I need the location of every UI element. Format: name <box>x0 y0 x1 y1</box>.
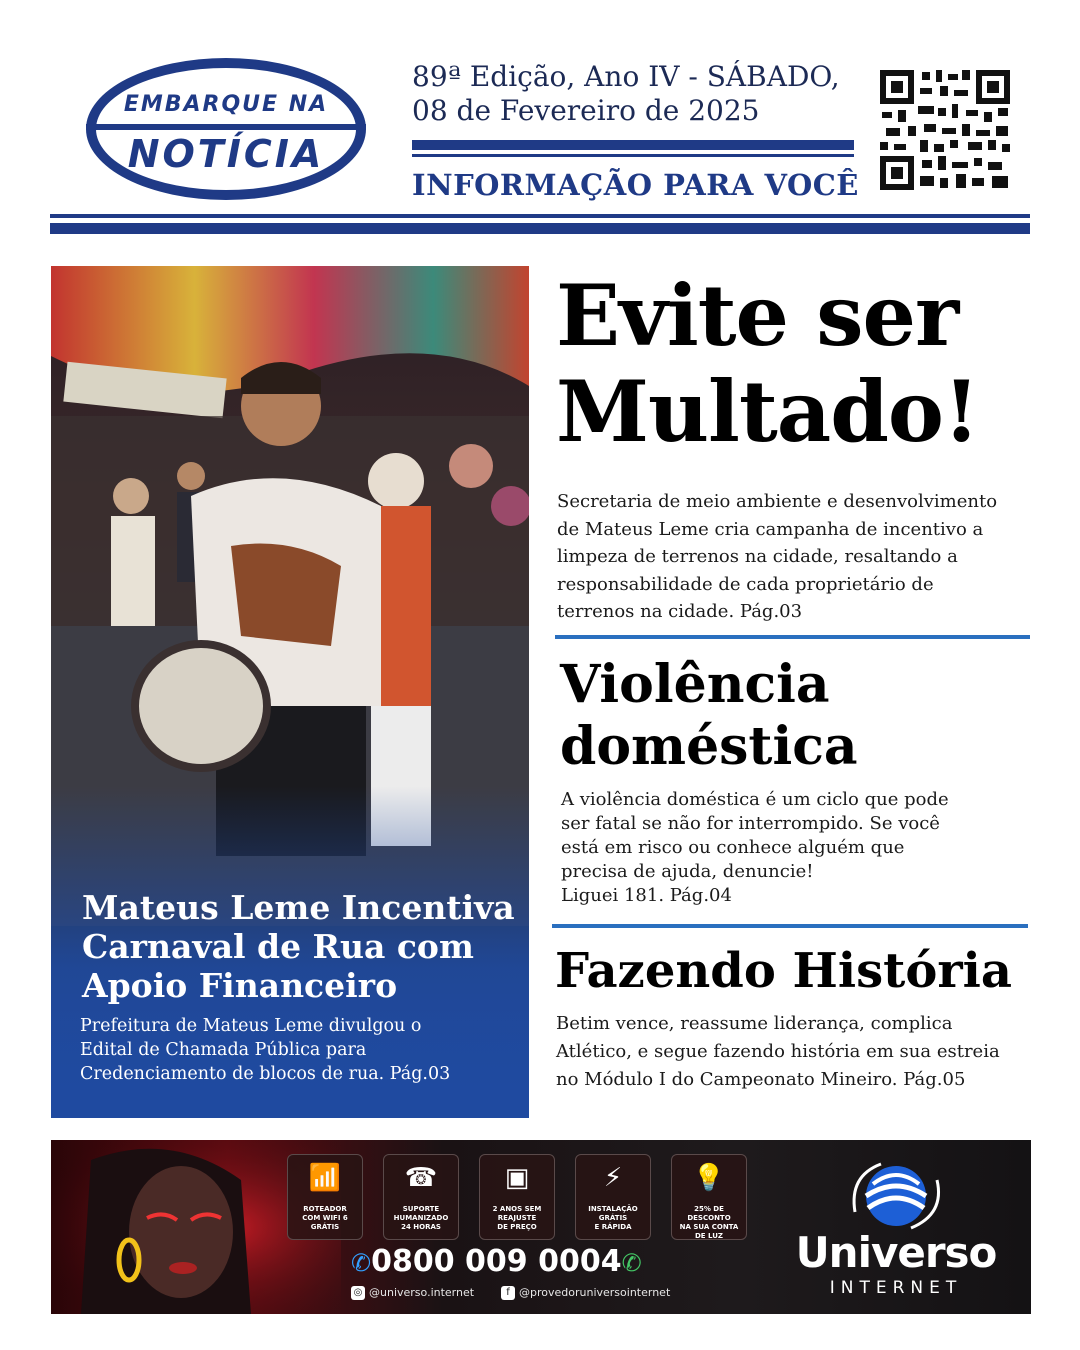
edition-line2: 08 de Fevereiro de 2025 <box>412 94 760 127</box>
photo-headline-line3: Apoio Financeiro <box>82 966 398 1005</box>
header-rule-thin <box>50 214 1030 218</box>
photo-headline-line2: Carnaval de Rua com <box>82 927 474 966</box>
violence-headline-line2: doméstica <box>560 716 858 777</box>
main-body-line2: de Mateus Leme cria campanha de incentivo a <box>557 518 984 540</box>
violence-body-line2: ser fatal se não for interrompido. Se você <box>561 813 940 834</box>
history-story-headline[interactable]: Fazendo História <box>555 943 1012 999</box>
masthead-slogan: INFORMAÇÃO PARA VOCÊ <box>412 168 859 202</box>
violence-story-headline[interactable] <box>560 654 1030 778</box>
feature-label: NA SUA CONTA <box>679 1223 739 1231</box>
section-divider <box>555 635 1030 639</box>
logo-bar <box>86 124 366 130</box>
feature-discount <box>671 1154 747 1240</box>
facebook-handle: @provedoruniversointernet <box>519 1286 671 1299</box>
history-body-line1: Betim vence, reassume liderança, complica <box>556 1013 953 1034</box>
feature-price <box>479 1154 555 1240</box>
globe-icon <box>841 1156 951 1236</box>
feature-label: REAJUSTE <box>497 1214 537 1222</box>
feature-label: DE PREÇO <box>497 1223 537 1231</box>
main-body-line5: terrenos na cidade. Pág.03 <box>557 601 803 622</box>
main-story-body <box>557 488 1031 626</box>
feature-label: 24 HORAS <box>401 1223 441 1231</box>
phone-text: 0800 009 0004 <box>371 1244 622 1279</box>
feature-label: GRÁTIS <box>310 1223 340 1231</box>
feature-installation <box>575 1154 651 1240</box>
facebook-icon: f <box>501 1286 515 1300</box>
feature-label: E RÁPIDA <box>594 1223 632 1231</box>
feature-label: GRÁTIS <box>598 1214 628 1222</box>
photo-dek-line3: Credenciamento de blocos de rua. Pág.03 <box>80 1064 451 1084</box>
history-story-body <box>556 1010 1036 1094</box>
violence-story-body <box>561 788 1001 908</box>
violence-headline-line1: Violência <box>560 654 830 715</box>
violence-body-line3: está em risco ou conhece alguém que <box>561 837 905 858</box>
feature-support <box>383 1154 459 1240</box>
logo-line2: NOTÍCIA <box>127 132 325 176</box>
feature-label: 25% DE DESCONTO <box>687 1205 731 1222</box>
masthead-logo <box>86 58 366 200</box>
main-body-line4: responsabilidade de cada proprietário de <box>557 573 934 595</box>
photo-story-headline[interactable] <box>82 888 532 1005</box>
feature-label: INSTALAÇÃO <box>588 1205 638 1213</box>
feature-label: ROTEADOR <box>303 1205 347 1213</box>
qr-code-icon[interactable] <box>878 68 1012 192</box>
main-headline-line2: Multado! <box>556 362 979 461</box>
feature-router <box>287 1154 363 1240</box>
edition-line1: 89ª Edição, Ano IV - SÁBADO, <box>412 60 840 93</box>
ad-instagram[interactable] <box>351 1286 474 1300</box>
feature-label: 2 ANOS SEM <box>492 1205 542 1213</box>
wallet-icon: ▣ <box>504 1163 530 1193</box>
main-body-line1: Secretaria de meio ambiente e desenvolvimento <box>557 491 998 512</box>
lightbulb-icon: 💡 <box>692 1163 726 1193</box>
instagram-handle: @universo.internet <box>369 1286 475 1299</box>
router-icon: 📶 <box>308 1163 342 1193</box>
photo-dek-line1: Prefeitura de Mateus Leme divulgou o <box>80 1016 422 1036</box>
logo-line1: EMBARQUE NA <box>123 92 329 117</box>
header-rule-thick <box>50 223 1030 234</box>
instagram-icon: ◎ <box>351 1286 365 1300</box>
feature-label: SUPORTE <box>402 1205 440 1213</box>
feature-label: HUMANIZADO <box>393 1214 449 1222</box>
main-headline-line1: Evite ser <box>556 266 959 365</box>
masthead-rule-thin <box>412 154 854 157</box>
history-body-line3: no Módulo I do Campeonato Mineiro. Pág.05 <box>556 1069 966 1090</box>
ad-brand-subtitle: INTERNET <box>829 1278 963 1298</box>
photo-headline-line1: Mateus Leme Incentiva <box>82 888 515 927</box>
feature-label: COM WIFI 6 <box>302 1214 348 1222</box>
lightning-gear-icon: ⚡ <box>603 1163 623 1193</box>
section-divider <box>552 924 1028 928</box>
main-story-headline[interactable] <box>556 268 1036 460</box>
universo-internet-ad[interactable] <box>51 1140 1031 1314</box>
history-body-line2: Atlético, e segue fazendo história em sua estreia <box>556 1041 1000 1062</box>
feature-label: DE LUZ <box>695 1232 723 1240</box>
violence-body-line5: Liguei 181. Pág.04 <box>561 885 732 906</box>
violence-body-line1: A violência doméstica é um ciclo que pode <box>561 789 949 810</box>
ad-phone-number[interactable] <box>351 1244 691 1279</box>
phone-icon: ✆ <box>351 1249 372 1277</box>
support-24h-icon: ☎ <box>404 1163 438 1193</box>
ad-brand-name: Universo <box>795 1228 997 1277</box>
edition-info <box>412 60 862 128</box>
photo-story-dek <box>80 1014 520 1086</box>
violence-body-line4: precisa de ajuda, denuncie! <box>561 861 814 882</box>
masthead-rule-thick <box>412 140 854 150</box>
ad-facebook[interactable] <box>501 1286 670 1300</box>
photo-dek-line2: Edital de Chamada Pública para <box>80 1040 367 1060</box>
whatsapp-icon: ✆ <box>621 1249 642 1277</box>
main-body-line3: limpeza de terrenos na cidade, resaltando a <box>557 546 958 567</box>
